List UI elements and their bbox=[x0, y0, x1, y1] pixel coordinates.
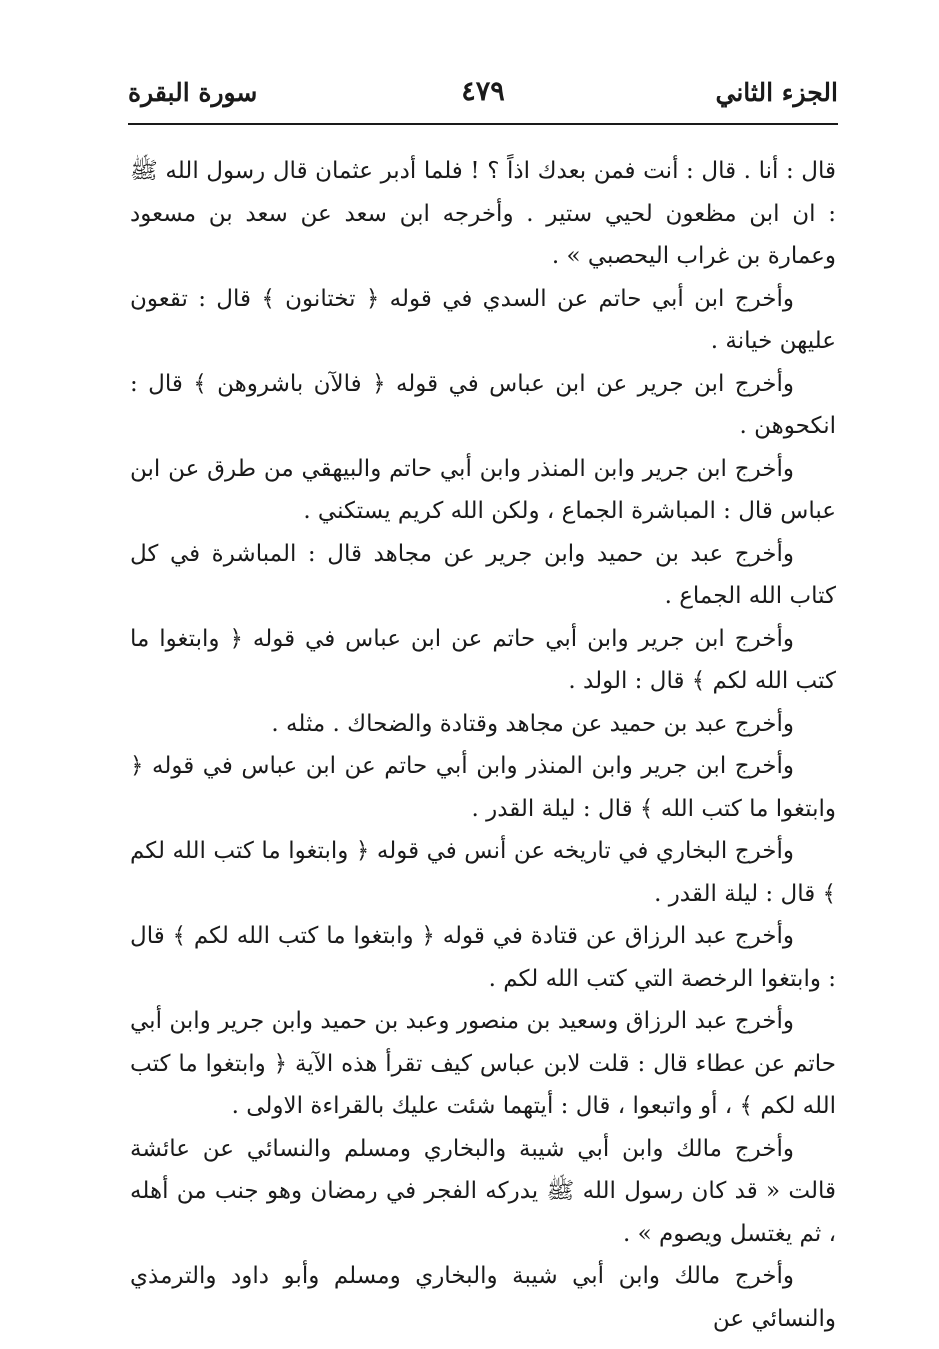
paragraph: وأخرج عبد الرزاق وسعيد بن منصور وعبد بن حميد وابن جرير وابن أبي حاتم عن عطاء قال : قلت لابن عباس كيف تقرأ هذه الآية ﴿ وابتغوا ما كتب الله لكم ﴾ ، أو واتبعوا ، قال : أيتهما شئت عليك بالقراءة الاولى . bbox=[130, 1008, 836, 1119]
page-header bbox=[128, 72, 838, 116]
header-divider bbox=[128, 123, 838, 125]
paragraph: وأخرج مالك وابن أبي شيبة والبخاري ومسلم وأبو داود والترمذي والنسائي عن bbox=[130, 1263, 836, 1332]
paragraph: وأخرج ابن جرير وابن المنذر وابن أبي حاتم عن ابن عباس في قوله ﴿ وابتغوا ما كتب الله ﴾ قال : ليلة القدر . bbox=[130, 753, 836, 822]
paragraph: وأخرج عبد بن حميد وابن جرير عن مجاهد قال : المباشرة في كل كتاب الله الجماع . bbox=[130, 540, 836, 609]
paragraph: وأخرج عبد بن حميد عن مجاهد وقتادة والضحاك . مثله . bbox=[271, 710, 794, 737]
paragraph: وأخرج عبد الرزاق عن قتادة في قوله ﴿ وابتغوا ما كتب الله لكم ﴾ قال : وابتغوا الرخصة التي كتب الله لكم . bbox=[130, 923, 836, 992]
paragraph: وأخرج ابن أبي حاتم عن السدي في قوله ﴿ تختانون ﴾ قال : تقعون عليهن خيانة . bbox=[130, 285, 836, 354]
juz-title: الجزء الثاني bbox=[715, 78, 838, 107]
paragraph: وأخرج ابن جرير وابن المنذر وابن أبي حاتم والبيهقي من طرق عن ابن عباس قال : المباشرة الجماع ، ولكن الله كريم يستكني . bbox=[130, 455, 836, 524]
surah-title: سورة البقرة bbox=[128, 78, 258, 107]
paragraph: قال : أنا . قال : أنت فمن بعدك اذاً ؟ ! فلما أدبر عثمان قال رسول الله ﷺ : ان ابن مظعون لحيي ستير . وأخرجه ابن سعد عن سعد بن مسعود وعمارة بن غراب اليحصبي » . bbox=[130, 158, 836, 269]
page-number: ٤٧٩ bbox=[461, 76, 505, 107]
page-body bbox=[130, 150, 836, 1340]
paragraph: وأخرج مالك وابن أبي شيبة والبخاري ومسلم والنسائي عن عائشة قالت « قد كان رسول الله ﷺ يدركه الفجر في رمضان وهو جنب من أهله ، ثم يغتسل ويصوم » . bbox=[130, 1135, 836, 1247]
paragraph: وأخرج ابن جرير عن ابن عباس في قوله ﴿ فالآن باشروهن ﴾ قال : انكحوهن . bbox=[130, 370, 836, 439]
paragraph: وأخرج البخاري في تاريخه عن أنس في قوله ﴿ وابتغوا ما كتب الله لكم ﴾ قال : ليلة القدر . bbox=[130, 838, 836, 907]
paragraph: وأخرج ابن جرير وابن أبي حاتم عن ابن عباس في قوله ﴿ وابتغوا ما كتب الله لكم ﴾ قال : الولد . bbox=[130, 625, 836, 694]
